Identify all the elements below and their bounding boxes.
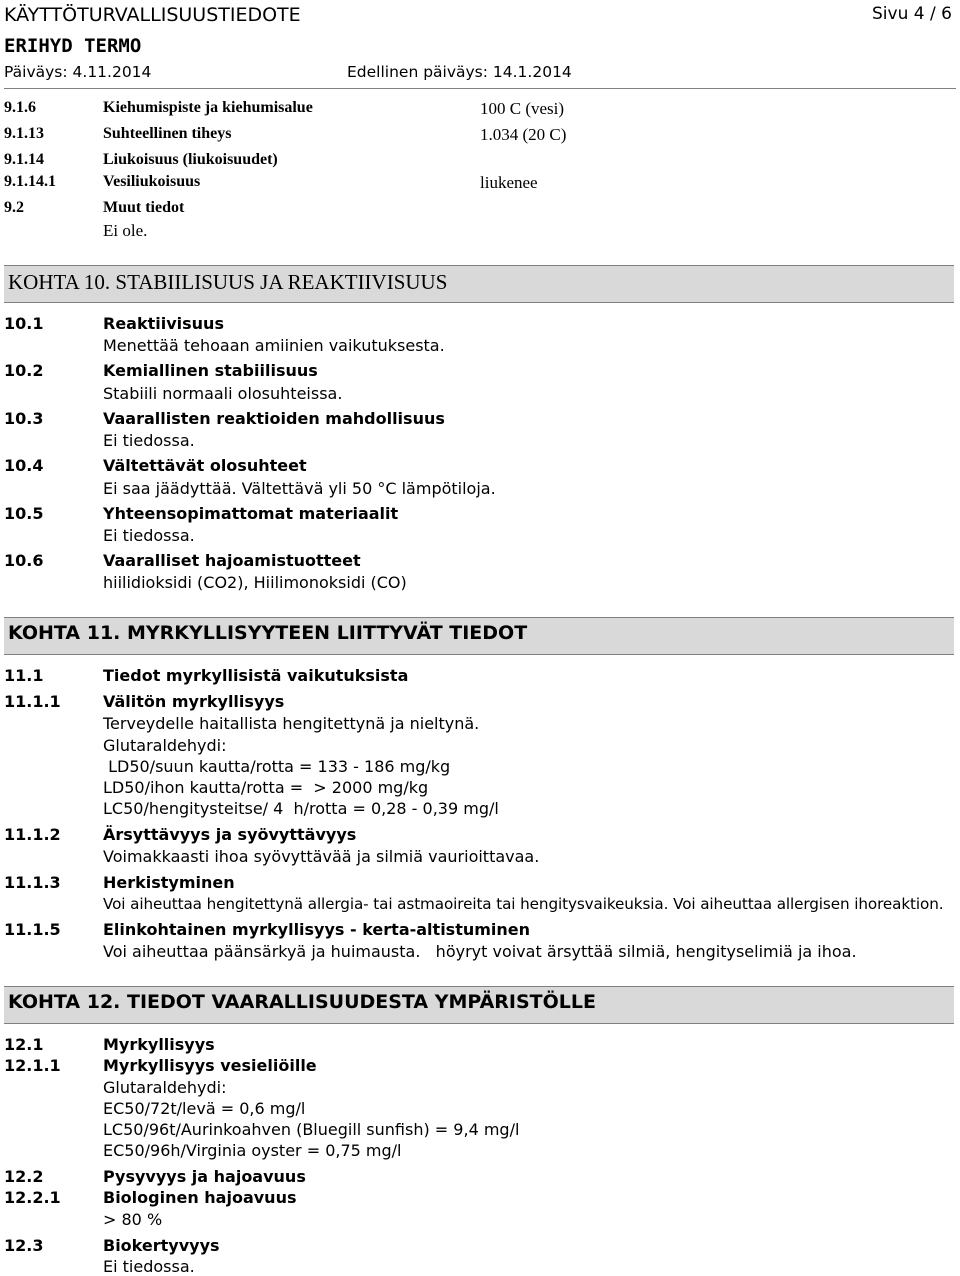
list-item xyxy=(4,1188,904,1210)
item-text: Ei saa jäädyttää. Vältettävä yli 50 °C lämpötiloja. xyxy=(103,479,496,498)
previous-date: Edellinen päiväys: 14.1.2014 xyxy=(347,63,572,81)
item-label: Välitön myrkyllisyys xyxy=(103,692,285,711)
section-11-heading xyxy=(4,617,954,655)
list-item xyxy=(4,1236,904,1258)
item-number: 10.4 xyxy=(4,456,44,475)
property-row xyxy=(4,173,704,195)
list-item xyxy=(4,504,904,526)
list-item xyxy=(4,825,904,847)
page-number: Sivu 4 / 6 xyxy=(872,4,952,24)
item-text: LC50/hengitysteitse/ 4 h/rotta = 0,28 - 0,39 mg/l xyxy=(103,799,499,818)
item-label: Pysyvyys ja hajoavuus xyxy=(103,1167,306,1186)
date: Päiväys: 4.11.2014 xyxy=(4,63,152,81)
item-text: LD50/ihon kautta/rotta = > 2000 mg/kg xyxy=(103,778,429,797)
item-label: Myrkyllisyys vesieliöille xyxy=(103,1056,317,1075)
item-label: Biologinen hajoavuus xyxy=(103,1188,297,1207)
item-label: Vaarallisten reaktioiden mahdollisuus xyxy=(103,409,445,428)
section-12-heading xyxy=(4,986,954,1024)
item-number: 12.3 xyxy=(4,1236,44,1255)
section-heading-text: KOHTA 11. MYRKYLLISYYTEEN LIITTYVÄT TIEDOT xyxy=(8,622,528,644)
row-label: Suhteellinen tiheys xyxy=(103,125,232,142)
row-value: 100 C (vesi) xyxy=(480,99,565,118)
list-item xyxy=(4,1056,904,1078)
item-label: Ärsyttävyys ja syövyttävyys xyxy=(103,825,357,844)
item-text: > 80 % xyxy=(103,1210,163,1229)
item-text: Menettää tehoaan amiinien vaikutuksesta. xyxy=(103,336,445,355)
item-number: 11.1.5 xyxy=(4,920,61,939)
item-label: Biokertyvyys xyxy=(103,1236,220,1255)
product-name: ERIHYD TERMO xyxy=(4,35,142,57)
item-number: 10.5 xyxy=(4,504,44,523)
property-row xyxy=(4,99,704,121)
item-text: Voi aiheuttaa hengitettynä allergia- tai astmaoireita tai hengitysvaikeuksia. Voi aiheuttaa allergisen ihoreaktion. xyxy=(103,895,944,913)
row-number: 9.1.6 xyxy=(4,99,36,116)
item-label: Yhteensopimattomat materiaalit xyxy=(103,504,399,523)
item-text: Voi aiheuttaa päänsärkyä ja huimausta. höyryt voivat ärsyttää silmiä, hengityselimiä ja ihoa. xyxy=(103,942,857,961)
item-text: EC50/72t/levä = 0,6 mg/l xyxy=(103,1099,306,1118)
list-item xyxy=(4,692,904,714)
header-divider xyxy=(4,88,956,89)
section-heading-text: KOHTA 10. STABIILISUUS JA REAKTIIVISUUS xyxy=(8,270,448,294)
item-number: 12.2 xyxy=(4,1167,44,1186)
document-title: KÄYTTÖTURVALLISUUSTIEDOTE xyxy=(4,4,301,26)
other-info-text: Ei ole. xyxy=(103,221,148,240)
item-text: Terveydelle haitallista hengitettynä ja nieltynä. xyxy=(103,714,480,733)
list-item xyxy=(4,920,904,942)
list-item xyxy=(4,873,904,895)
row-number: 9.1.14 xyxy=(4,151,44,168)
item-number: 12.2.1 xyxy=(4,1188,61,1207)
list-item xyxy=(4,456,904,478)
row-value: liukenee xyxy=(480,173,538,192)
item-text: EC50/96h/Virginia oyster = 0,75 mg/l xyxy=(103,1141,402,1160)
item-number: 10.2 xyxy=(4,361,44,380)
item-number: 11.1.1 xyxy=(4,692,61,711)
item-number: 10.1 xyxy=(4,314,44,333)
row-number: 9.2 xyxy=(4,199,24,216)
item-label: Elinkohtainen myrkyllisyys - kerta-altistuminen xyxy=(103,920,531,939)
item-text: Glutaraldehydi: xyxy=(103,1078,227,1097)
section-heading-text: KOHTA 12. TIEDOT VAARALLISUUDESTA YMPÄRISTÖLLE xyxy=(8,991,596,1013)
item-number: 12.1.1 xyxy=(4,1056,61,1075)
row-label: Liukoisuus (liukoisuudet) xyxy=(103,151,278,168)
row-label: Vesiliukoisuus xyxy=(103,173,201,190)
item-text: LC50/96t/Aurinkoahven (Bluegill sunfish) = 9,4 mg/l xyxy=(103,1120,520,1139)
item-number: 11.1.2 xyxy=(4,825,61,844)
item-text: LD50/suun kautta/rotta = 133 - 186 mg/kg xyxy=(103,757,451,776)
row-number: 9.1.14.1 xyxy=(4,173,56,190)
list-item xyxy=(4,409,904,431)
list-item xyxy=(4,314,904,336)
item-text: Glutaraldehydi: xyxy=(103,736,227,755)
property-row xyxy=(4,125,704,147)
item-label: Kemiallinen stabiilisuus xyxy=(103,361,318,380)
item-label: Reaktiivisuus xyxy=(103,314,224,333)
item-label: Herkistyminen xyxy=(103,873,235,892)
row-number: 9.1.13 xyxy=(4,125,44,142)
item-text: hiilidioksidi (CO2), Hiilimonoksidi (CO) xyxy=(103,573,407,592)
row-value: 1.034 (20 C) xyxy=(480,125,567,144)
item-number: 10.6 xyxy=(4,551,44,570)
list-item xyxy=(4,361,904,383)
property-row xyxy=(4,199,704,221)
item-text: Ei tiedossa. xyxy=(103,431,195,450)
list-item xyxy=(4,1035,904,1057)
item-text: Stabiili normaali olosuhteissa. xyxy=(103,384,343,403)
list-item xyxy=(4,1167,904,1189)
property-row xyxy=(4,151,704,173)
row-label: Muut tiedot xyxy=(103,199,185,216)
item-label: Myrkyllisyys xyxy=(103,1035,215,1054)
item-number: 11.1.3 xyxy=(4,873,61,892)
item-text: Voimakkaasti ihoa syövyttävää ja silmiä vaurioittavaa. xyxy=(103,847,540,866)
item-text: Ei tiedossa. xyxy=(103,1257,195,1276)
item-number: 11.1 xyxy=(4,666,44,685)
list-item xyxy=(4,666,904,688)
item-label: Vaaralliset hajoamistuotteet xyxy=(103,551,361,570)
item-label: Vältettävät olosuhteet xyxy=(103,456,307,475)
item-number: 10.3 xyxy=(4,409,44,428)
row-label: Kiehumispiste ja kiehumisalue xyxy=(103,99,313,116)
item-number: 12.1 xyxy=(4,1035,44,1054)
item-label: Tiedot myrkyllisistä vaikutuksista xyxy=(103,666,409,685)
item-text: Ei tiedossa. xyxy=(103,526,195,545)
list-item xyxy=(4,551,904,573)
section-10-heading xyxy=(4,265,954,303)
